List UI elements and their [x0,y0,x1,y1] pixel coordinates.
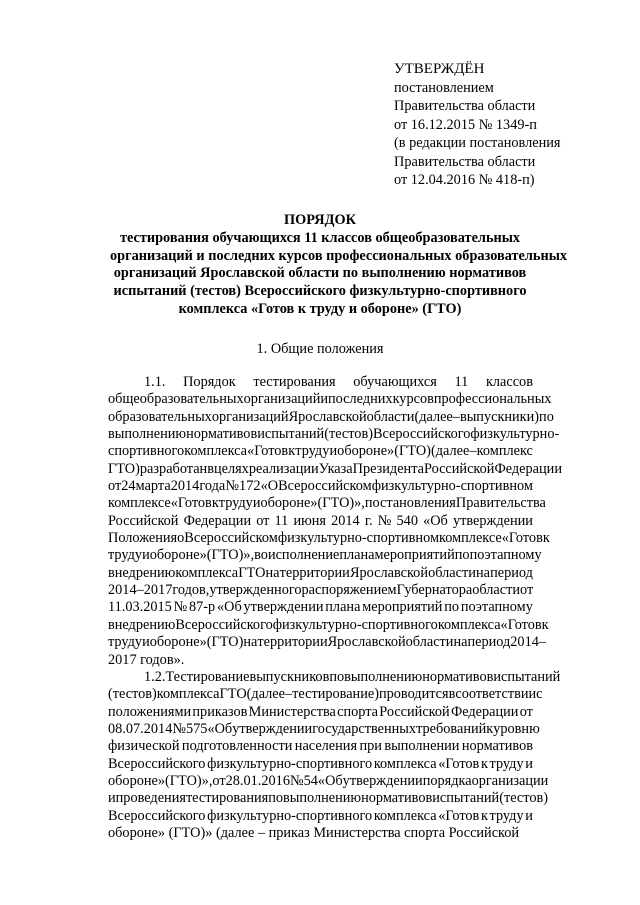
section-heading: 1. Общие положения [256,341,384,357]
title-heading: ПОРЯДОК [284,212,356,228]
title-line: организаций Ярославской области по выполнению нормативов [113,265,527,282]
paragraph-line: спортивного комплекса «Готов к труду и обороне» (ГТО) (далее – комплекс [108,443,533,460]
paragraph [108,374,562,669]
paragraph-line: 2017 годов». [108,651,185,668]
paragraph-line: физической подготовленности населения при выполнении нормативов [108,738,533,755]
paragraph-line: общеобразовательных организаций и последних курсов профессиональных [108,391,552,408]
title-line: организаций и последних курсов профессиональных образовательных [110,247,568,264]
paragraph-line: 1.2. Тестирование выпускников по выполнению нормативов испытаний [144,668,561,685]
paragraph-line: 1.1. Порядок тестирования обучающихся 11 классов [144,374,533,390]
paragraph-line: обороне» (ГТО)» (далее – приказ Министерства спорта Российской [108,824,520,841]
paragraph-line: образовательных организаций Ярославской области (далее – выпускники) по [108,408,554,425]
body-text [108,374,562,842]
paragraph-line: внедрению комплекса ГТО на территории Ярославской области на период [108,564,533,581]
paragraph [108,668,561,842]
paragraph-line: Положения о Всероссийском физкультурно-спортивном комплексе «Готов к [108,530,550,547]
paragraph-line: комплексе «Готов к труду и обороне» (ГТО)», постановления Правительства [108,495,546,512]
approval-stamp [394,60,614,190]
paragraph-line: обороне» (ГТО)», от 28.01.2016 № 54 «Об утверждении порядка организации [108,772,549,789]
paragraph-line: Российской Федерации от 11 июня 2014 г. № 540 «Об утверждении [108,512,533,529]
paragraph-line: положениями приказов Министерства спорта Российской Федерации от [108,703,533,720]
approval-line: Правительства области [394,153,536,170]
paragraph-line: 08.07.2014 № 575 «Об утверждении государственных требований к уровню [108,720,540,737]
paragraph-line: (тестов) комплекса ГТО (далее – тестирование) проводится в соответствии с [108,686,543,703]
document-title [110,212,568,319]
approval-line: постановлением [394,79,494,96]
paragraph-line: труду и обороне» (ГТО) на территории Ярославской области на период 2014 – [108,634,547,651]
approval-line: Правительства области [394,98,536,114]
approval-line: от 12.04.2016 № 418-п) [394,172,535,188]
approval-line: (в редакции постановления [394,135,561,151]
paragraph-line: 2014 – 2017 годов, утвержденного распоряжением Губернатора области от [108,582,534,599]
title-line: испытаний (тестов) Всероссийского физкультурно-спортивного [113,283,527,300]
approval-line: от 16.12.2015 № 1349-п [394,116,537,133]
paragraph-line: Всероссийского физкультурно-спортивного комплекса «Готов к труду и [108,755,533,772]
paragraph-line: внедрению Всероссийского физкультурно-спортивного комплекса «Готов к [108,616,549,633]
paragraph-line: выполнению нормативов испытаний (тестов) Всероссийского физкультурно- [108,426,560,443]
paragraph-line: Всероссийского физкультурно-спортивного комплекса «Готов к труду и [108,807,533,824]
paragraph-line: от 24 марта 2014 года № 172 «О Всероссийском физкультурно-спортивном [108,478,533,495]
paragraph-line: ГТО) разработан в целях реализации Указа Президента Российской Федерации [108,460,562,477]
title-line: комплекса «Готов к труду и обороне» (ГТО) [178,300,462,317]
title-line: тестирования обучающихся 11 классов общеобразовательных [119,229,521,246]
paragraph-line: труду и обороне» (ГТО)», во исполнение плана мероприятий по поэтапному [108,547,542,564]
paragraph-line: 11.03.2015 № 87-р «Об утверждении плана мероприятий по поэтапному [108,599,533,616]
approval-heading: УТВЕРЖДЁН [394,61,485,77]
paragraph-line: и проведения тестирования по выполнению нормативов испытаний (тестов) [108,790,548,807]
